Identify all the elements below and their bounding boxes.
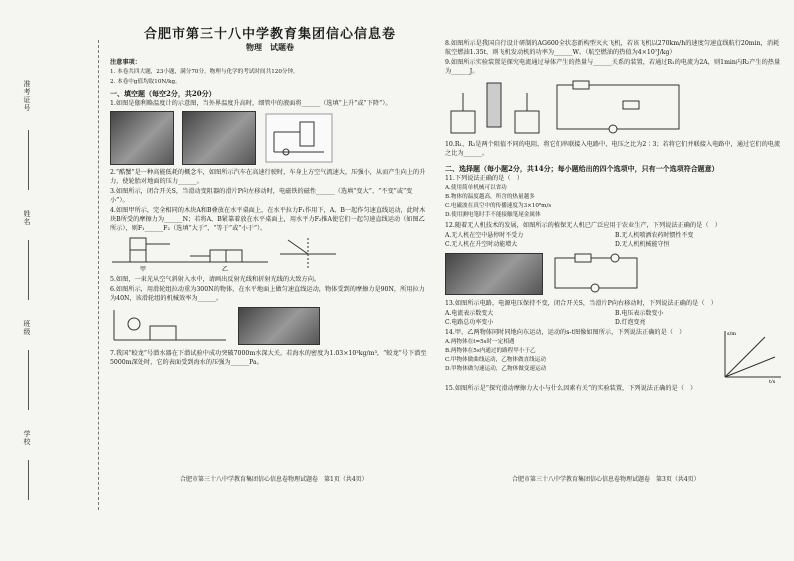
question-5: 5.如图，一束光从空气斜射入水中，请画出反射光线和折射光线的大致方向。: [110, 276, 321, 283]
left-page-footer: 合肥市第三十八中学教育集团信心信息卷物理试题卷 第1页（共4页）: [180, 476, 368, 483]
question-12: 12.随着无人机技术的发展，如图所示的植保无人机已广泛应用于农业生产，下列说法正确的是（ ）: [445, 222, 721, 229]
question-13: 13.如图所示电路，电源电压保持不变，闭合开关S，当滑片P向右移动时，下列说法正确的是（ ）: [445, 300, 717, 307]
right-page: [445, 38, 785, 394]
binding-line: [28, 460, 29, 500]
question-13-option: C.电路总功率变小: [445, 319, 494, 326]
question-11-option: B.物体的温度越高，所含的热量越多: [445, 194, 535, 200]
exam-subtitle: 物理 试题卷: [246, 42, 294, 52]
question-14-option: D.甲物体做匀速运动，乙物体做变速运动: [445, 366, 547, 372]
binding-line: [28, 130, 29, 190]
question-12-options: [445, 231, 785, 249]
blocks-friction-diagram: [110, 236, 270, 272]
circuit-diagram-q13: [551, 252, 641, 296]
section-multiple-choice: 二、选择题（每小题2分，共14分；每小题给出的四个选项中，只有一个选项符合题意）: [445, 164, 719, 173]
question-14-option: A.两物体在t=5s时一定相遇: [445, 339, 515, 345]
question-11-option: D.使用测电笔时手不能接触笔尾金属体: [445, 212, 541, 218]
aircraft-photo: [238, 307, 320, 345]
left-page: [110, 27, 430, 368]
notice-line: 2. 本卷中g值均取10N/kg。: [110, 79, 181, 85]
binding-strip: [18, 40, 99, 510]
graph-x-label: t/s: [769, 379, 776, 383]
electromagnet-circuit-diagram: [264, 112, 334, 164]
question-11-option: C.电磁波在真空中的传播速度为3×10⁸m/s: [445, 203, 552, 209]
question-14-block: [445, 327, 785, 383]
notice-line: 1. 本卷共四大题，23小题，满分70分。物理与化学的考试时间共120分钟。: [110, 69, 299, 75]
figures-row-4: [445, 79, 785, 137]
st-graph: [715, 327, 785, 383]
figures-row-3: [110, 306, 430, 346]
figure-label-yi: 乙: [222, 266, 229, 272]
question-2: 2.“酷蟹”是一种高能低耗的概念车，如图所示汽车在高速行驶时，车身上方空气流速大，压强小，从而产生向上的升力，使轮胎对地面的压力______。: [110, 169, 426, 185]
graph-y-label: s/m: [727, 331, 736, 337]
question-13-option: B.电压表示数变小: [615, 310, 664, 317]
car-photo: [182, 111, 256, 165]
question-12-option: A.无人机在空中悬停时不受力: [445, 232, 524, 239]
question-3: 3.如图所示，闭合开关S，当滑动变阻器的滑片P向左移动时，电磁铁的磁性______（选填“变大”、“不变”或“变小”）。: [110, 188, 413, 204]
question-13-option: A.电流表示数变大: [445, 310, 494, 317]
binding-label-exam-number: 准考证号: [23, 80, 31, 112]
figures-row-5: [445, 252, 785, 296]
question-14-text: [445, 327, 709, 383]
exam-title: 合肥市第三十八中学教育集团信心信息卷: [143, 27, 396, 42]
question-6: 6.如图所示，用滑轮组拉动重为300N的物体，在水平地面上做匀速直线运动，物体受到的摩擦力是90N，所用拉力为40N，该滑轮组的机械效率为______。: [110, 286, 425, 302]
notice-heading: 注意事项：: [110, 59, 141, 66]
binding-line: [28, 350, 29, 410]
question-11-option: A.使用简单机械可以省功: [445, 185, 507, 191]
circuit-diagram-q9: [553, 79, 683, 137]
right-page-footer: 合肥市第三十八中学教育集团信心信息卷物理试题卷 第3页（共4页）: [512, 476, 700, 483]
figures-row-2: [110, 236, 430, 272]
question-12-option: D.无人机机械能守恒: [615, 241, 670, 248]
question-9: 9.如图所示实验装置是探究电流通过导体产生的热量与______关系的装置，若通过R₁的电流为2A，则1min内R₂产生的热量为______J。: [445, 59, 781, 75]
binding-label-school: 学校: [23, 430, 31, 446]
figure-label-jia: 甲: [140, 266, 147, 272]
question-14: 14.甲、乙两物体同时同地向东运动，运动的s-t图像如图所示，下列说法正确的是（ ）: [445, 329, 686, 336]
question-1: 1.如图是伽利略温度计的示意图，当外界温度升高时，细管中的液面将______（选填“上升”或“下降”）。: [110, 100, 392, 107]
question-12-option: B.无人机喷洒农药时惯性不变: [615, 232, 694, 239]
heating-experiment-diagram: [445, 79, 545, 137]
binding-label-class: 班级: [23, 320, 31, 336]
question-12-option: C.无人机在升空时动能增大: [445, 241, 518, 248]
thermometer-photo: [110, 111, 174, 165]
question-14-option: B.两物体在5s内通过的路程甲小于乙: [445, 348, 536, 354]
question-8: 8.如图所示是我国自行设计研制的AG600全状态新构型灭火飞机，若该飞机以270km/h的速度匀速直线航行20min，消耗航空燃油1.35t，则飞机发动机的功率为______W。（航空燃油的热值为4×10⁷J/kg）: [445, 40, 780, 56]
question-10: 10.R₁、R₂是两个阻值不同的电阻，将它们串联接入电路中，电压之比为2∶3；若将它们并联接入电路中，通过它们的电流之比为______。: [445, 141, 781, 157]
binding-label-name: 姓名: [23, 210, 31, 226]
question-13-option: D.灯泡变亮: [615, 319, 646, 326]
question-14-option: C.甲物体做曲线运动，乙物体做直线运动: [445, 357, 546, 363]
figures-row-1: [110, 111, 430, 165]
question-4: 4.如图甲所示，完全相同的木块A和B叠放在水平桌面上，在水平拉力F₁作用下，A、B一起作匀速直线运动，此时木块B所受的摩擦力为______N；若将A、B紧靠着放在水平桌面上，用水平力F₂推A使它们一起匀速直线运动（如图乙所示），则F₁______F₂（选填“大于”、“等于”或“小于”）。: [110, 207, 426, 232]
question-15: 15.如图所示是“探究滑动摩擦力大小与什么因素有关”的实验装置，下列说法正确的是（ ）: [445, 385, 697, 392]
question-11: 11.下列说法正确的是（ ）: [445, 175, 523, 182]
light-refraction-diagram: [278, 236, 338, 272]
section-fill-in: 一、填空题（每空2分，共20分）: [110, 89, 216, 98]
binding-line: [28, 240, 29, 300]
question-13-options: [445, 309, 785, 327]
pulley-diagram: [110, 306, 230, 346]
drone-photo: [445, 253, 543, 295]
question-7: 7.我国“蛟龙”号潜水器在下潜试验中成功突破7000m水深大关，若海水的密度为1.03×10³kg/m³，“蛟龙”号下潜至5000m深处时，它的表面受到海水的压强为______Pa。: [110, 350, 427, 366]
